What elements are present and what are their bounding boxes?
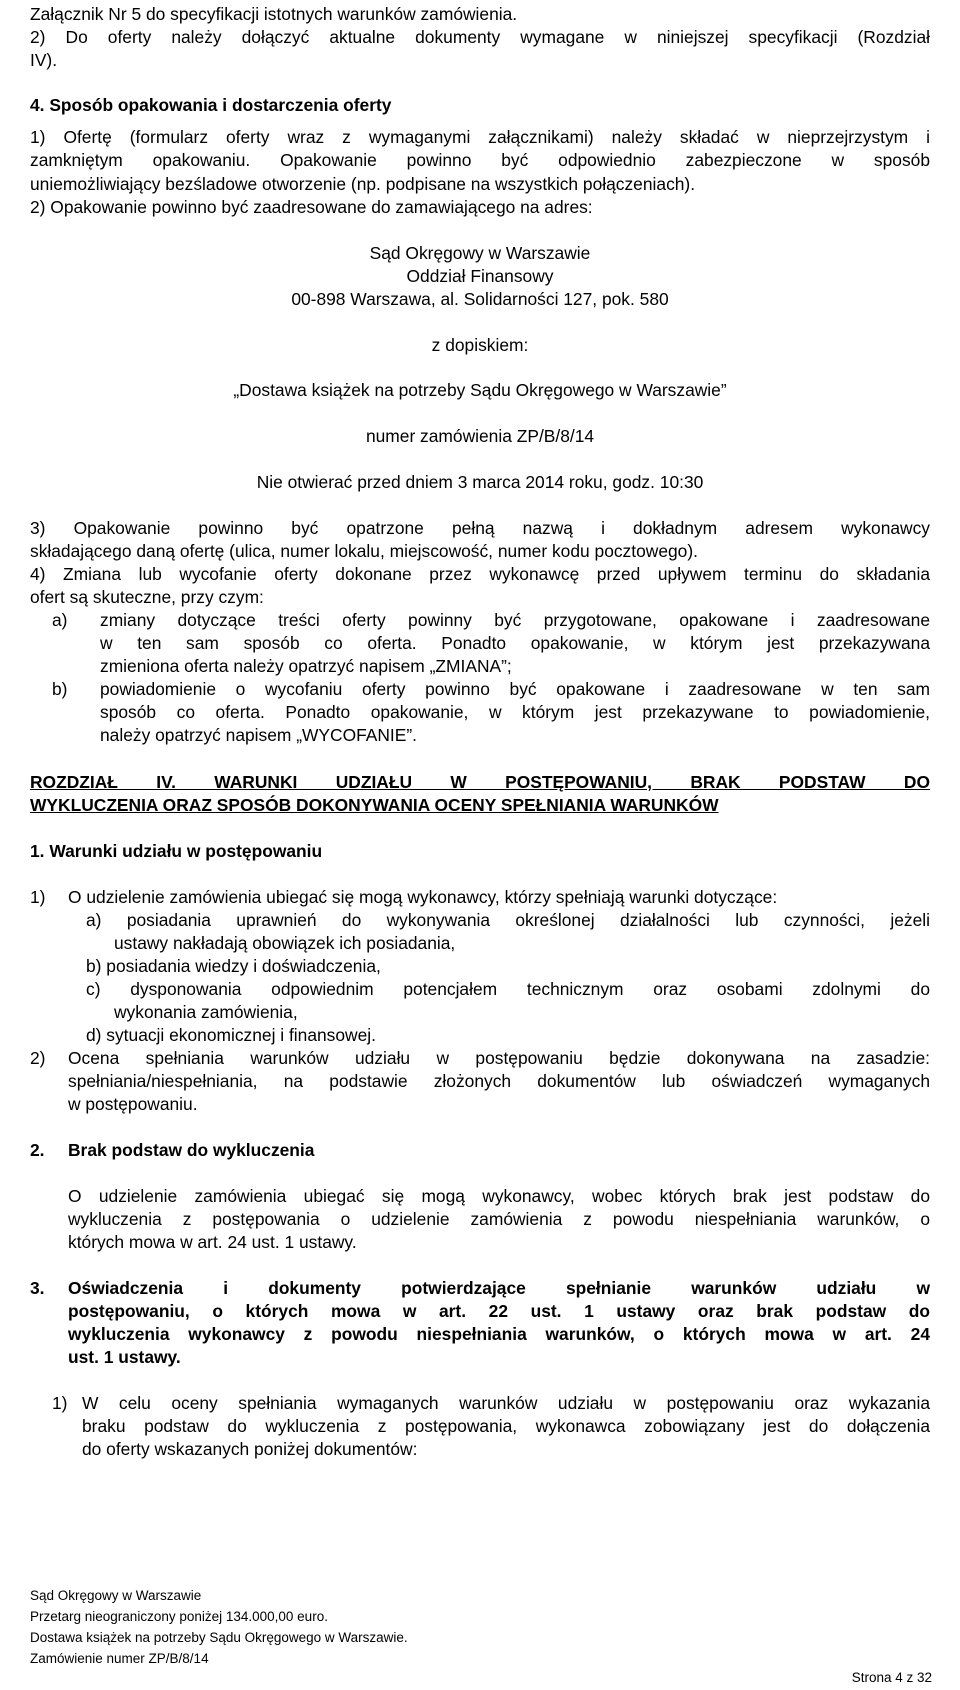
header-line: 2) Do oferty należy dołączyć aktualne dokumenty wymagane w niniejszej specyfikacji (Rozdział	[30, 27, 930, 47]
paragraph-line: O udzielenie zamówienia ubiegać się mogą wykonawcy, wobec których brak jest podstaw do	[68, 1186, 930, 1206]
paragraph-line: 4) Zmiana lub wycofanie oferty dokonane przez wykonawcę przed upływem terminu do składania	[30, 564, 930, 584]
paragraph-line: 2) Opakowanie powinno być zaadresowane do zamawiającego na adres:	[30, 197, 593, 217]
list-item-line: do oferty wskazanych poniżej dokumentów:	[82, 1439, 418, 1459]
list-item-line: d) sytuacji ekonomicznej i finansowej.	[86, 1025, 376, 1045]
section-number: 3.	[30, 1278, 45, 1298]
footer-line: Sąd Okręgowy w Warszawie	[30, 1588, 202, 1603]
paragraph-line: których mowa w art. 24 ust. 1 ustawy.	[68, 1232, 357, 1252]
paragraph-line: uniemożliwiający bezśladowe otworzenie (np. podpisane na wszystkich połączeniach).	[30, 174, 696, 194]
list-item-line: wykonania zamówienia,	[114, 1002, 298, 1022]
paragraph-line: składającego daną ofertę (ulica, numer lokalu, miejscowość, numer kodu pocztowego).	[30, 541, 698, 561]
note-label: z dopiskiem:	[431, 335, 529, 355]
paragraph-line: 3) Opakowanie powinno być opatrzone pełną nazwą i dokładnym adresem wykonawcy	[30, 518, 930, 538]
list-item-line: b) posiadania wiedzy i doświadczenia,	[86, 956, 381, 976]
footer-line: Przetarg nieograniczony poniżej 134.000,00 euro.	[30, 1609, 328, 1624]
list-item-line: należy opatrzyć napisem „WYCOFANIE”.	[100, 725, 417, 745]
section-heading: 1. Warunki udziału w postępowaniu	[30, 841, 323, 861]
section-heading: Brak podstaw do wykluczenia	[68, 1140, 315, 1160]
paragraph-line: zamkniętym opakowaniu. Opakowanie powinno być odpowiednio zabezpieczone w sposób	[30, 150, 930, 170]
list-item-line: spełniania/niespełniania, na podstawie złożonych dokumentów lub oświadczeń wymaganych	[68, 1071, 930, 1091]
list-item-line: W celu oceny spełniania wymaganych warunków udziału w postępowaniu oraz wykazania	[82, 1393, 930, 1413]
list-item-line: a) posiadania uprawnień do wykonywania określonej działalności lub czynności, jeżeli	[86, 910, 930, 930]
list-item-line: powiadomienie o wycofaniu oferty powinno być opakowane i zaadresowane w ten sam	[100, 679, 930, 699]
list-marker: 1)	[52, 1393, 68, 1413]
address-line: Sąd Okręgowy w Warszawie	[369, 243, 591, 263]
paragraph-line: wykluczenia z postępowania o udzielenie zamówienia z powodu niespełniania warunków, o	[68, 1209, 930, 1229]
list-marker: b)	[52, 679, 68, 699]
paragraph-line: ofert są skuteczne, przy czym:	[30, 587, 264, 607]
section-heading: ust. 1 ustawy.	[68, 1347, 181, 1367]
footer-line: Zamówienie numer ZP/B/8/14	[30, 1651, 209, 1666]
section-heading: postępowaniu, o których mowa w art. 22 ust. 1 ustawy oraz brak podstaw do	[68, 1301, 930, 1321]
list-item-line: w postępowaniu.	[68, 1094, 198, 1114]
order-number: numer zamówienia ZP/B/8/14	[365, 426, 595, 446]
list-item-line: w ten sam sposób co oferta. Ponadto opakowanie, w którym jest przekazywana	[100, 633, 930, 653]
chapter-title: WYKLUCZENIA ORAZ SPOSÓB DOKONYWANIA OCENY SPEŁNIANIA WARUNKÓW	[30, 795, 719, 815]
list-marker: 2)	[30, 1048, 46, 1068]
list-item-line: zmiany dotyczące treści oferty powinny być przygotowane, opakowane i zaadresowane	[100, 610, 930, 630]
address-line: 00-898 Warszawa, al. Solidarności 127, pok. 580	[291, 289, 669, 309]
list-item-line: O udzielenie zamówienia ubiegać się mogą wykonawcy, którzy spełniają warunki dotyczące:	[68, 887, 778, 907]
section-number: 2.	[30, 1140, 45, 1160]
page-number: Strona 4 z 32	[851, 1670, 932, 1685]
list-marker: a)	[52, 610, 68, 630]
section-heading: 4. Sposób opakowania i dostarczenia oferty	[30, 95, 392, 115]
list-item-line: braku podstaw do wykluczenia z postępowania, wykonawca zobowiązany jest do dołączenia	[82, 1416, 930, 1436]
list-marker: 1)	[30, 887, 46, 907]
header-line: Załącznik Nr 5 do specyfikacji istotnych warunków zamówienia.	[30, 4, 518, 24]
open-date: Nie otwierać przed dniem 3 marca 2014 roku, godz. 10:30	[256, 472, 704, 492]
list-item-line: Ocena spełniania warunków udziału w postępowaniu będzie dokonywana na zasadzie:	[68, 1048, 930, 1068]
list-item-line: c) dysponowania odpowiednim potencjałem technicznym oraz osobami zdolnymi do	[86, 979, 930, 999]
list-item-line: zmieniona oferta należy opatrzyć napisem „ZMIANA”;	[100, 656, 512, 676]
address-line: Oddział Finansowy	[406, 266, 554, 286]
section-heading: Oświadczenia i dokumenty potwierdzające spełnianie warunków udziału w	[68, 1278, 930, 1298]
header-line: IV).	[30, 50, 58, 70]
chapter-title: ROZDZIAŁ IV. WARUNKI UDZIAŁU W POSTĘPOWANIU, BRAK PODSTAW DO	[30, 772, 930, 792]
section-heading: wykluczenia wykonawcy z powodu niespełniania warunków, o których mowa w art. 24	[68, 1324, 930, 1344]
list-item-line: sposób co oferta. Ponadto opakowanie, w którym jest przekazywane to powiadomienie,	[100, 702, 930, 722]
paragraph-line: 1) Ofertę (formularz oferty wraz z wymaganymi załącznikami) należy składać w nieprzejrzystym i	[30, 127, 930, 147]
note-text: „Dostawa książek na potrzeby Sądu Okręgowego w Warszawie”	[233, 380, 727, 400]
list-item-line: ustawy nakładają obowiązek ich posiadania,	[114, 933, 456, 953]
footer-line: Dostawa książek na potrzeby Sądu Okręgowego w Warszawie.	[30, 1630, 408, 1645]
